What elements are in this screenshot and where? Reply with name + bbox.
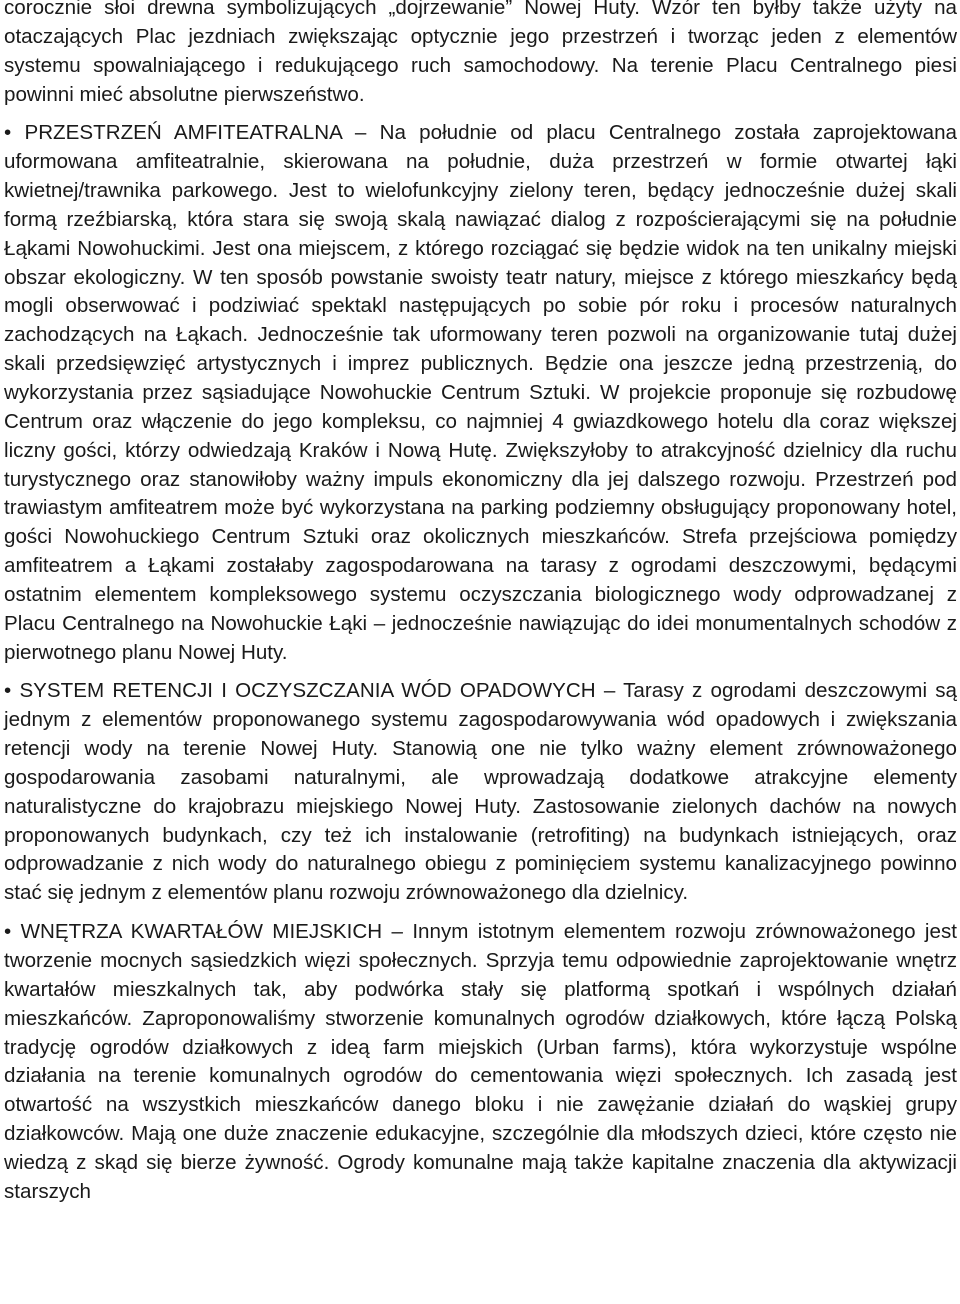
paragraph-amphitheatre — [4, 119, 957, 667]
paragraph-retention — [4, 677, 957, 908]
paragraph-text: Na południe od placu Centralnego została zaprojektowana uformowana amfiteatralnie, skierowana na południe, duża przestrzeń w formie otwartej łąki kwietnej/trawnika parkowego. Jest to wielofunkcyjny zielony teren, będący jednocześnie dużej skali formą rzeźbiarską, która stara się swoją skalą nawiązać dialog z rozpościerającymi się na południe Łąkami Nowohuckimi. Jest ona miejscem, z którego rozciągać się będzie widok na ten unikalny miejski obszar ekologiczny. W ten sposób powstanie swoisty teatr natury, miejsce z którego mieszkańcy będą mogli obserwować i podziwiać spektakl następujących po sobie pór roku i procesów naturalnych zachodzących na Łąkach. Jednocześnie tak uformowany teren pozwoli na organizowanie tutaj dużej skali przedsięwzięć artystycznych i imprez publicznych. Będzie ona jeszcze jedną przestrzenią, do wykorzystania przez sąsiadujące Nowohuckie Centrum Sztuki. W projekcie proponuje się rozbudowę Centrum oraz włączenie do jego kompleksu, co najmniej 4 gwiazdkowego hotelu dla coraz większej liczny gości, którzy odwiedzają Kraków i Nową Hutę. Zwiększyłoby to atrakcyjność dzielnicy dla ruchu turystycznego oraz stanowiłoby ważny impuls ekonomiczny dla jej dalszego rozwoju. Przestrzeń pod trawiastym amfiteatrem może być wykorzystana na parking podziemny obsługujący proponowany hotel, gości Nowohuckiego Centrum Sztuki oraz okolicznych mieszkańców. Strefa przejściowa pomiędzy amfiteatrem a Łąkami zostałaby zagospodarowana na tarasy z ogrodami deszczowymi, będącymi ostatnim elementem kompleksowego systemu oczyszczania biologicznego wody odprowadzanej z Placu Centralnego na Nowohuckie Łąki – jednocześnie nawiązując do idei monumentalnych schodów z pierwotnego planu Nowej Huty. — [4, 121, 957, 664]
paragraph-heading: PRZESTRZEŃ AMFITEATRALNA — [24, 121, 342, 145]
paragraph-text: corocznie słoi drewna symbolizujących „dojrzewanie” Nowej Huty. Wzór ten byłby także użyty na otaczających Plac jezdniach zwiększając optycznie jego przestrzeń i tworząc jeden z elementów systemu spowalniającego i redukującego ruch samochodowy. Na terenie Placu Centralnego piesi powinni mieć absolutne pierwszeństwo. — [4, 0, 957, 106]
heading-dash: – — [354, 121, 367, 145]
paragraph-intro — [4, 0, 957, 109]
paragraph-heading: SYSTEM RETENCJI I OCZYSZCZANIA WÓD OPADOWYCH — [19, 679, 596, 703]
heading-dash: – — [391, 920, 403, 944]
paragraph-courtyards — [4, 918, 957, 1206]
paragraph-text: Innym istotnym elementem rozwoju zrównoważonego jest tworzenie mocnych sąsiedzkich więzi społecznych. Sprzyja temu odpowiednie zaprojektowanie wnętrz kwartałów mieszkalnych tak, aby podwórka stały się platformą spotkań i wspólnych działań mieszkańców. Zaproponowaliśmy stworzenie komunalnych ogrodów działkowych, które łączą Polską tradycję ogrodów działkowych z ideą farm miejskich (Urban farms), która wykorzystuje wspólne działania na terenie komunalnych ogrodów do cementowania więzi społecznych. Ich zasadą jest otwartość na wszystkich mieszkańców danego bloku i nie zawężanie działań do wąskiej grupy działkowców. Mają one duże znaczenie edukacyjne, szczególnie dla młodszych dzieci, które często nie wiedzą z skąd się bierze żywność. Ogrody komunalne mają także kapitalne znaczenia dla aktywizacji starszych — [4, 920, 957, 1203]
bullet-icon: • — [4, 121, 12, 145]
heading-dash: – — [603, 679, 616, 703]
paragraph-heading: WNĘTRZA KWARTAŁÓW MIEJSKICH — [20, 920, 383, 944]
paragraph-text: Tarasy z ogrodami deszczowymi są jednym z elementów proponowanego systemu zagospodarowywania wód opadowych i zwiększania retencji wody na terenie Nowej Huty. Stanowią one nie tylko ważny element zrównoważonego gospodarowania zasobami naturalnymi, ale wprowadzają dodatkowe atrakcyjne elementy naturalistyczne do krajobrazu miejskiego Nowej Huty. Zastosowanie zielonych dachów na nowych proponowanych budynkach, czy też ich instalowanie (retrofiting) na budynkach istniejących, oraz odprowadzanie z nich wody do naturalnego obiegu z pominięciem systemu kanalizacyjnego powinno stać się jednym z elementów planu rozwoju zrównoważonego dla dzielnicy. — [4, 679, 957, 905]
bullet-icon: • — [4, 920, 12, 944]
document-page — [4, 0, 957, 1217]
bullet-icon: • — [4, 679, 12, 703]
